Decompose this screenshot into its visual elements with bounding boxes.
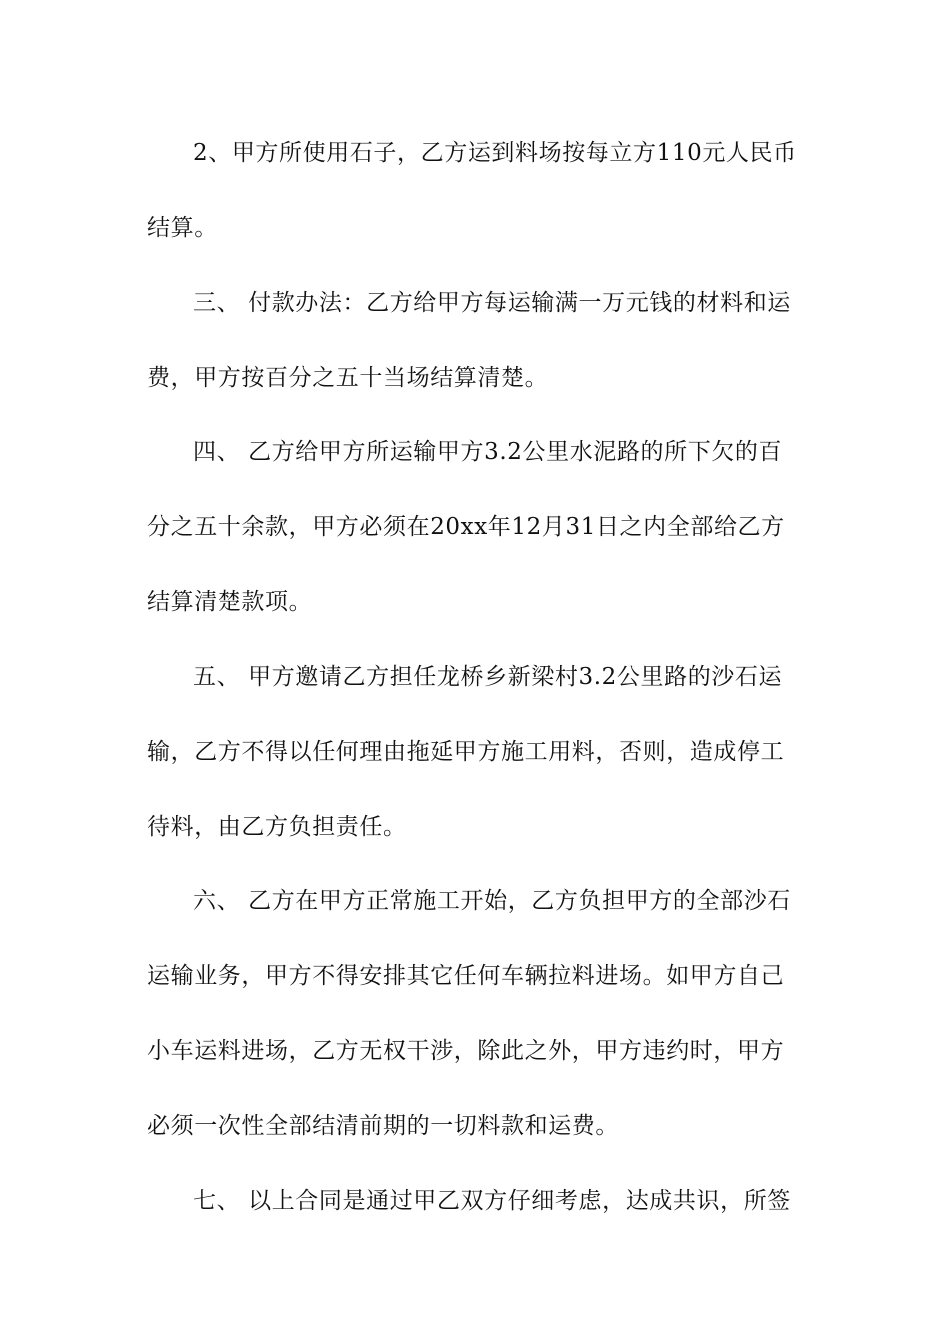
text-line: 结算。: [147, 215, 218, 241]
text-line: 六、 乙方在甲方正常施工开始，乙方负担甲方的全部沙石: [193, 888, 791, 914]
text-line: 三、 付款办法：乙方给甲方每运输满一万元钱的材料和运: [193, 290, 791, 316]
text-line: 七、 以上合同是通过甲乙双方仔细考虑，达成共识，所签: [193, 1188, 791, 1214]
text-line: 五、 甲方邀请乙方担任龙桥乡新梁村3.2公里路的沙石运: [193, 664, 783, 690]
text-line: 小车运料进场，乙方无权干涉，除此之外，甲方违约时，甲方: [147, 1038, 785, 1064]
text-line: 2、甲方所使用石子，乙方运到料场按每立方110元人民币: [193, 140, 797, 166]
text-line: 分之五十余款，甲方必须在20xx年12月31日之内全部给乙方: [147, 514, 785, 540]
text-line: 费，甲方按百分之五十当场结算清楚。: [147, 365, 549, 391]
text-line: 运输业务，甲方不得安排其它任何车辆拉料进场。如甲方自己: [147, 963, 785, 989]
text-line: 待料，由乙方负担责任。: [147, 814, 407, 840]
text-line: 四、 乙方给甲方所运输甲方3.2公里水泥路的所下欠的百: [193, 439, 783, 465]
text-line: 输，乙方不得以任何理由拖延甲方施工用料，否则，造成停工: [147, 739, 785, 765]
text-line: 结算清楚款项。: [147, 589, 313, 615]
text-line: 必须一次性全部结清前期的一切料款和运费。: [147, 1113, 619, 1139]
